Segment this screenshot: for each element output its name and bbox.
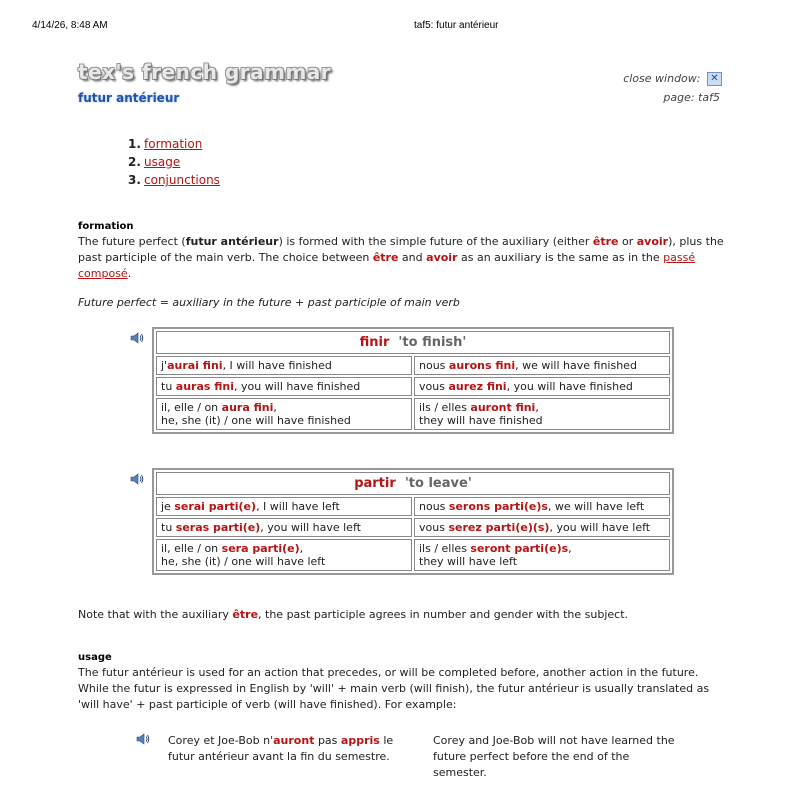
translation: , you will have finished [506,380,633,393]
verb-form: aurons fini [448,359,516,372]
toc-link-conjunctions[interactable]: conjunctions [144,173,220,187]
verb-form: serez parti(e)(s) [448,521,550,534]
page-subtitle: futur antérieur [78,91,180,105]
translation: , you will have left [260,521,361,534]
keyword: être [372,251,399,264]
verb-form: auront fini [470,401,536,414]
conj-cell [414,398,670,430]
text: ), plus the past participle of the main verb. The choice between [78,235,724,264]
pronoun: il, elle / on [161,542,222,555]
pronoun: ils / elles [419,401,471,414]
term: futur antérieur [185,235,279,248]
pronoun: j' [161,359,168,372]
keyword: avoir [426,251,458,264]
gloss: 'to finish' [398,335,467,350]
example-english: Corey and Joe-Bob will not have learned the future perfect before the end of the semester. [433,734,675,779]
toc-item [128,153,220,171]
punct: , [535,401,539,414]
table-header [156,472,670,495]
conj-cell [414,377,670,396]
text: The future perfect ( [78,235,186,248]
toc-number: 3. [128,173,141,187]
conj-cell [156,518,412,537]
keyword: avoir [636,235,669,248]
text: futur antérieur avant la fin du semestre. [168,750,390,763]
formation-paragraph [78,234,726,282]
speaker-icon[interactable] [130,332,144,344]
conj-cell [156,497,412,516]
pronoun: il, elle / on [161,401,222,414]
conj-cell [156,398,412,430]
pronoun: tu [161,521,176,534]
verb-form: aurez fini [448,380,507,393]
pronoun: je [161,500,175,513]
usage-paragraph: The futur antérieur is used for an action that precedes, or will be completed before, another action in the future. While the futur is expressed in English by 'will' + main verb (will finish), the futur antérieur is usually translated as 'will have' + past participle of verb (will have finished). For example: [78,666,710,711]
toc-item [128,135,220,153]
speaker-icon[interactable] [136,733,150,745]
translation: , we will have left [547,500,645,513]
print-datetime: 4/14/26, 8:48 AM [32,20,108,31]
toc-number: 2. [128,155,141,169]
agreement-note [78,607,726,623]
text: . [127,267,132,280]
pronoun: vous [419,380,449,393]
example-french [168,733,408,765]
punct: , [299,542,304,555]
verb-form: auront [273,734,315,747]
text: , the past participle agrees in number and gender with the subject. [258,608,629,621]
verb: finir [359,335,390,350]
verb-form: serons parti(e)s [448,500,548,513]
translation: , we will have finished [515,359,637,372]
translation: they will have finished [419,414,543,427]
conj-cell [156,539,412,571]
site-logo[interactable]: tex's french grammar [78,60,332,84]
conj-cell [414,497,670,516]
conj-cell [414,518,670,537]
translation: , you will have finished [234,380,361,393]
conjugation-table-partir [152,468,674,575]
verb-form: appris [340,734,380,747]
toc-link-usage[interactable]: usage [144,155,181,169]
formation-heading: formation [78,221,134,232]
text: as an auxiliary is the same as in the [457,251,664,264]
passe-compose-link[interactable]: passé composé [78,251,696,280]
keyword: être [592,235,619,248]
conj-cell [414,356,670,375]
punct: , [273,401,277,414]
verb-form: seras parti(e) [175,521,261,534]
text: Note that with the auxiliary [78,608,233,621]
conj-cell [156,356,412,375]
table-of-contents [128,135,220,189]
verb-form: aurai fini [167,359,223,372]
close-window-label: close window: [623,72,701,85]
translation: , you will have left [549,521,651,534]
speaker-icon[interactable] [130,473,144,485]
close-icon[interactable]: ✕ [707,72,722,86]
pronoun: nous [419,500,449,513]
keyword: être [232,608,259,621]
pronoun: ils / elles [419,542,471,555]
formula: Future perfect = auxiliary in the future + past participle of main verb [78,296,460,309]
verb-form: sera parti(e) [221,542,300,555]
conj-cell [414,539,670,571]
conj-cell [156,377,412,396]
close-window [623,72,722,86]
gloss: 'to leave' [404,476,472,491]
pronoun: vous [419,521,449,534]
text: Corey et Joe-Bob n' [168,734,274,747]
pronoun: tu [161,380,176,393]
verb-form: serai parti(e) [174,500,257,513]
punct: , [568,542,572,555]
verb-form: auras fini [175,380,235,393]
verb-form: seront parti(e)s [470,542,569,555]
text: pas [314,734,341,747]
pronoun: nous [419,359,449,372]
text: and [398,251,427,264]
translation: , I will have finished [222,359,332,372]
text: or [618,235,637,248]
toc-item [128,171,220,189]
verb: partir [354,476,396,491]
usage-heading: usage [78,652,112,663]
translation: he, she (it) / one will have finished [161,414,351,427]
verb-form: aura fini [221,401,274,414]
toc-link-formation[interactable]: formation [144,137,203,151]
translation: he, she (it) / one will have left [161,555,326,568]
page-id: page: taf5 [663,91,720,104]
conjugation-table-finir [152,327,674,434]
translation: , I will have left [256,500,340,513]
text: le [379,734,394,747]
text: ) is formed with the simple future of the auxiliary (either [278,235,593,248]
table-header [156,331,670,354]
print-title: taf5: futur antérieur [414,20,499,31]
toc-number: 1. [128,137,141,151]
translation: they will have left [419,555,518,568]
